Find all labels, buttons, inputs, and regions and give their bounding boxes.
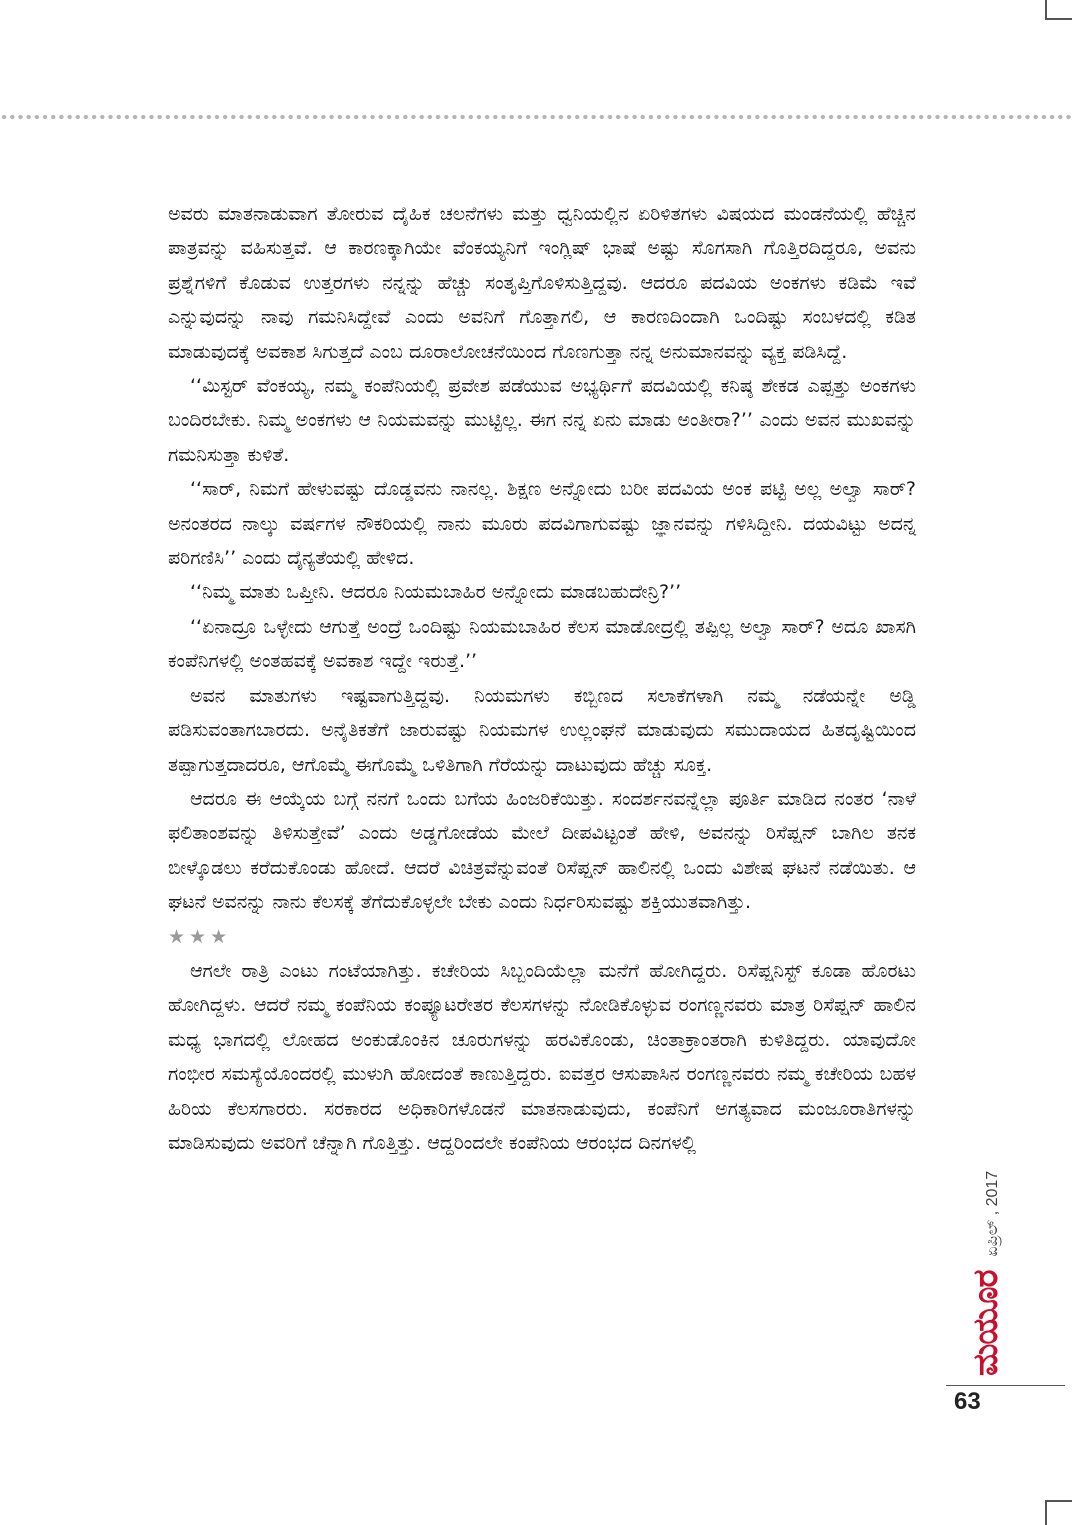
- crop-mark-top: [1045, 0, 1072, 20]
- section-separator: ★★★: [168, 925, 232, 948]
- paragraph: ಅವರು ಮಾತನಾಡುವಾಗ ತೋರುವ ದೈಹಿಕ ಚಲನೆಗಳು ಮತ್ತು ಧ್ವನಿಯಲ್ಲಿನ ಏರಿಳಿತಗಳು ವಿಷಯದ ಮಂಡನೆಯಲ್ಲಿ ಹೆಚ್ಚಿನ ಪಾತ್ರವನ್ನು ವಹಿಸುತ್ತವೆ. ಆ ಕಾರಣಕ್ಕಾಗಿಯೇ ವೆಂಕಯ್ಯನಿಗೆ ಇಂಗ್ಲಿಷ್ ಭಾಷೆ ಅಷ್ಟು ಸೊಗಸಾಗಿ ಗೊತ್ತಿರದಿದ್ದರೂ, ಅವನು ಪ್ರಶ್ನೆಗಳಿಗೆ ಕೊಡುವ ಉತ್ತರಗಳು ನನ್ನನ್ನು ಹೆಚ್ಚು ಸಂತೃಪ್ತಿಗೊಳಿಸುತ್ತಿದ್ದವು. ಆದರೂ ಪದವಿಯ ಅಂಕಗಳು ಕಡಿಮೆ ಇವೆ ಎನ್ನುವುದನ್ನು ನಾವು ಗಮನಿಸಿದ್ದೇವೆ ಎಂದು ಅವನಿಗೆ ಗೊತ್ತಾಗಲಿ, ಆ ಕಾರಣದಿಂದಾಗಿ ಒಂದಿಷ್ಟು ಸಂಬಳದಲ್ಲಿ ಕಡಿತ ಮಾಡುವುದಕ್ಕೆ ಅವಕಾಶ ಸಿಗುತ್ತದೆ ಎಂಬ ದೂರಾಲೋಚನೆಯಿಂದ ಗೊಣಗುತ್ತಾ ನನ್ನ ಅನುಮಾನವನ್ನು ವ್ಯಕ್ತ ಪಡಿಸಿದ್ದೆ.: [168, 203, 916, 363]
- magazine-logo: ಮಯೂರ: [966, 1270, 1006, 1376]
- paragraph: ‘‘ಏನಾದ್ರೂ ಒಳ್ಳೇದು ಆಗುತ್ತೆ ಅಂದ್ರೆ ಒಂದಿಷ್ಟು ನಿಯಮಬಾಹಿರ ಕೆಲಸ ಮಾಡೋದ್ರಲ್ಲಿ ತಪ್ಪಿಲ್ಲ ಅಲ್ವಾ ಸಾರ್? ಅದೂ ಖಾಸಗಿ ಕಂಪೆನಿಗಳಲ್ಲಿ ಅಂತಹವಕ್ಕೆ ಅವಕಾಶ ಇದ್ದೇ ಇರುತ್ತೆ.’’: [168, 615, 916, 673]
- magazine-sidebar: [966, 1171, 1006, 1376]
- paragraph: ‘‘ನಿಮ್ಮ ಮಾತು ಒಪ್ತೀನಿ. ಆದರೂ ನಿಯಮಬಾಹಿರ ಅನ್ನೋದು ಮಾಡಬಹುದೇನ್ರಿ?’’: [190, 581, 682, 604]
- dotted-divider: [0, 114, 1072, 120]
- paragraph: ‘‘ಮಿಸ್ಟರ್ ವೆಂಕಯ್ಯ, ನಮ್ಮ ಕಂಪೆನಿಯಲ್ಲಿ ಪ್ರವೇಶ ಪಡೆಯುವ ಅಭ್ಯರ್ಥಿಗೆ ಪದವಿಯಲ್ಲಿ ಕನಿಷ್ಠ ಶೇಕಡ ಎಪ್ಪತ್ತು ಅಂಕಗಳು ಬಂದಿರಬೇಕು. ನಿಮ್ಮ ಅಂಕಗಳು ಆ ನಿಯಮವನ್ನು ಮುಟ್ಟಿಲ್ಲ. ಈಗ ನನ್ನ ಏನು ಮಾಡು ಅಂತೀರಾ?’’ ಎಂದು ಅವನ ಮುಖವನ್ನು ಗಮನಿಸುತ್ತಾ ಕುಳಿತೆ.: [168, 375, 916, 466]
- paragraph: ‘‘ಸಾರ್, ನಿಮಗೆ ಹೇಳುವಷ್ಟು ದೊಡ್ಡವನು ನಾನಲ್ಲ. ಶಿಕ್ಷಣ ಅನ್ನೋದು ಬರೀ ಪದವಿಯ ಅಂಕ ಪಟ್ಟಿ ಅಲ್ಲ ಅಲ್ವಾ ಸಾರ್? ಅನಂತರದ ನಾಲ್ಕು ವರ್ಷಗಳ ನೌಕರಿಯಲ್ಲಿ ನಾನು ಮೂರು ಪದವಿಗಾಗುವಷ್ಟು ಜ್ಞಾನವನ್ನು ಗಳಿಸಿದ್ದೀನಿ. ದಯವಿಟ್ಟು ಅದನ್ನ ಪರಿಗಣಿಸಿ’’ ಎಂದು ದೈನ್ಯತೆಯಲ್ಲಿ ಹೇಳಿದ.: [168, 478, 916, 570]
- issue-date: ಏಪ್ರಿಲ್ , 2017: [984, 1170, 1001, 1257]
- page-number: 63: [954, 1388, 981, 1415]
- paragraph: ಆಗಲೇ ರಾತ್ರಿ ಎಂಟು ಗಂಟೆಯಾಗಿತ್ತು. ಕಚೇರಿಯ ಸಿಬ್ಬಂದಿಯೆಲ್ಲಾ ಮನೆಗೆ ಹೋಗಿದ್ದರು. ರಿಸೆಪ್ಷನಿಸ್ಟ್ ಕೂಡಾ ಹೊರಟು ಹೋಗಿದ್ದಳು. ಆದರೆ ನಮ್ಮ ಕಂಪೆನಿಯ ಕಂಪ್ಯೂಟರೇತರ ಕೆಲಸಗಳನ್ನು ನೋಡಿಕೊಳ್ಳುವ ರಂಗಣ್ಣನವರು ಮಾತ್ರ ರಿಸೆಪ್ಷನ್ ಹಾಲಿನ ಮಧ್ಯ ಭಾಗದಲ್ಲಿ ಲೋಹದ ಅಂಕುಡೊಂಕಿನ ಚೂರುಗಳನ್ನು ಹರವಿಕೊಂಡು, ಚಿಂತಾಕ್ರಾಂತರಾಗಿ ಕುಳಿತಿದ್ದರು. ಯಾವುದೋ ಗಂಭೀರ ಸಮಸ್ಯೆಯೊಂದರಲ್ಲಿ ಮುಳುಗಿ ಹೋದಂತೆ ಕಾಣುತ್ತಿದ್ದರು. ಐವತ್ತರ ಆಸುಪಾಸಿನ ರಂಗಣ್ಣನವರು ನಮ್ಮ ಕಚೇರಿಯ ಬಹಳ ಹಿರಿಯ ಕೆಲಸಗಾರರು. ಸರಕಾರದ ಅಧಿಕಾರಿಗಳೊಡನೆ ಮಾತನಾಡುವುದು, ಕಂಪೆನಿಗೆ ಅಗತ್ಯವಾದ ಮಂಜೂರಾತಿಗಳನ್ನು ಮಾಡಿಸುವುದು ಅವರಿಗೆ ಚೆನ್ನಾಗಿ ಗೊತ್ತಿತ್ತು. ಆದ್ದರಿಂದಲೇ ಕಂಪೆನಿಯ ಆರಂಭದ ದಿನಗಳಲ್ಲಿ: [168, 959, 916, 1154]
- footer-rule: [946, 1385, 1065, 1386]
- paragraph: ಅವನ ಮಾತುಗಳು ಇಷ್ಟವಾಗುತ್ತಿದ್ದವು. ನಿಯಮಗಳು ಕಬ್ಬಿಣದ ಸಲಾಕೆಗಳಾಗಿ ನಮ್ಮ ನಡೆಯನ್ನೇ ಅಡ್ಡಿ ಪಡಿಸುವಂತಾಗಬಾರದು. ಅನೈತಿಕತೆಗೆ ಜಾರುವಷ್ಟು ನಿಯಮಗಳ ಉಲ್ಲಂಘನೆ ಮಾಡುವುದು ಸಮುದಾಯದ ಹಿತದೃಷ್ಟಿಯಿಂದ ತಪ್ಪಾಗುತ್ತದಾದರೂ, ಆಗೊಮ್ಮೆ ಈಗೊಮ್ಮೆ ಒಳಿತಿಗಾಗಿ ಗೆರೆಯನ್ನು ದಾಟುವುದು ಹೆಚ್ಚು ಸೂಕ್ತ.: [168, 684, 916, 776]
- paragraph: ಆದರೂ ಈ ಆಯ್ಕೆಯ ಬಗ್ಗೆ ನನಗೆ ಒಂದು ಬಗೆಯ ಹಿಂಜರಿಕೆಯಿತ್ತು. ಸಂದರ್ಶನವನ್ನೆಲ್ಲಾ ಪೂರ್ತಿ ಮಾಡಿದ ನಂತರ ‘ನಾಳೆ ಫಲಿತಾಂಶವನ್ನು ತಿಳಿಸುತ್ತೇವೆ’ ಎಂದು ಅಡ್ಡಗೋಡೆಯ ಮೇಲೆ ದೀಪವಿಟ್ಟಂತೆ ಹೇಳಿ, ಅವನನ್ನು ರಿಸೆಪ್ಷನ್ ಬಾಗಿಲ ತನಕ ಬೀಳ್ಕೊಡಲು ಕರೆದುಕೊಂಡು ಹೋದೆ. ಆದರೆ ವಿಚಿತ್ರವೆನ್ನುವಂತೆ ರಿಸೆಪ್ಷನ್ ಹಾಲಿನಲ್ಲಿ ಒಂದು ವಿಶೇಷ ಘಟನೆ ನಡೆಯಿತು. ಆ ಘಟನೆ ಅವನನ್ನು ನಾನು ಕೆಲಸಕ್ಕೆ ತೆಗೆದುಕೊಳ್ಳಲೇ ಬೇಕು ಎಂದು ನಿರ್ಧರಿಸುವಷ್ಟು ಶಕ್ತಿಯುತವಾಗಿತ್ತು.: [168, 787, 916, 914]
- article-body: [168, 197, 916, 1160]
- crop-mark-bottom: [1045, 1500, 1072, 1525]
